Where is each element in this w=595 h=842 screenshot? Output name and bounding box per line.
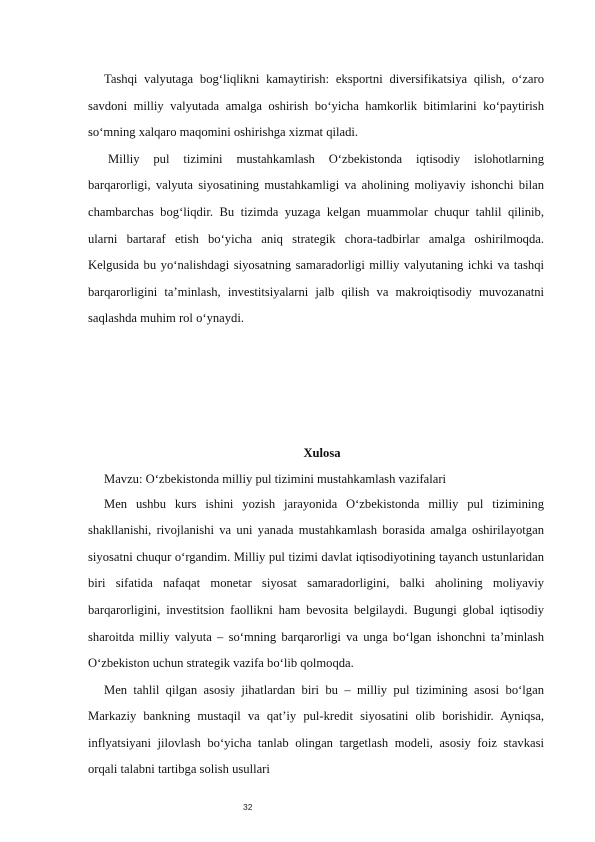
paragraph-central-bank-analysis: Men tahlil qilgan asosiy jihatlardan biri bu – milliy pul tizimining asosi bo‘lgan Markaziy bankning mustaqil va qat’iy pul-kredit siyosatini olib borishidir. Ayniqsa, inflyatsiyani jilovlash bo‘yicha tanlab olingan targetlash modeli, asosiy foiz stavkasi orqali talabni tartibga solish usullari: [88, 682, 544, 777]
paragraph-course-work-summary: Men ushbu kurs ishini yozish jarayonida O‘zbekistonda milliy pul tizimining shakllanishi, rivojlanishi va uni yanada mustahkamlash borasida amalga oshirilayotgan siyosatni chuqur o‘rgandim. Milliy pul tizimi davlat iqtisodiyotining tayanch ustunlaridan biri sifatida nafaqat monetar siyosat samaradorligini, balki aholining moliyaviy barqarorligini, investitsion faollikni ham bevosita belgilaydi. Bugungi global iqtisodiy sharoitda milliy valyuta – so‘mning barqarorligi va unga bo‘lgan ishonchni ta’minlash O‘zbekiston uchun strategik vazifa bo‘lib qolmoqda.: [88, 496, 544, 671]
document-page: [88, 66, 544, 783]
topic-subtitle: Mavzu: O‘zbekistonda milliy pul tizimini mustahkamlash vazifalari: [104, 471, 447, 486]
paragraph-national-monetary-system: Milliy pul tizimini mustahkamlash O‘zbekistonda iqtisodiy islohotlarning barqarorligi, valyuta siyosatining mustahkamligi va aholining moliyaviy ishonchi bilan chambarchas bog‘liqdir. Bu tizimda yuzaga kelgan muammolar chuqur tahlil qilinib, ularni bartaraf etish bo‘yicha aniq strategik chora-tadbirlar amalga oshirilmoqda. Kelgusida bu yo‘nalishdagi siyosatning samaradorligi milliy valyutaning ichki va tashqi barqarorligini ta’minlash, investitsiyalarni jalb qilish va makroiqtisodiy muvozanatni saqlashda muhim rol o‘ynaydi.: [88, 151, 544, 326]
blank-space: [88, 332, 544, 440]
paragraph-foreign-currency-dependence: Tashqi valyutaga bog‘liqlikni kamaytirish: eksportni diversifikatsiya qilish, o‘zaro savdoni milliy valyutada amalga oshirish bo‘yicha hamkorlik bitimlarini ko‘paytirish so‘mning xalqaro maqomini oshirishga xizmat qiladi.: [88, 72, 544, 140]
section-heading-conclusion: Xulosa: [303, 445, 341, 460]
page-number: 32: [243, 802, 253, 812]
